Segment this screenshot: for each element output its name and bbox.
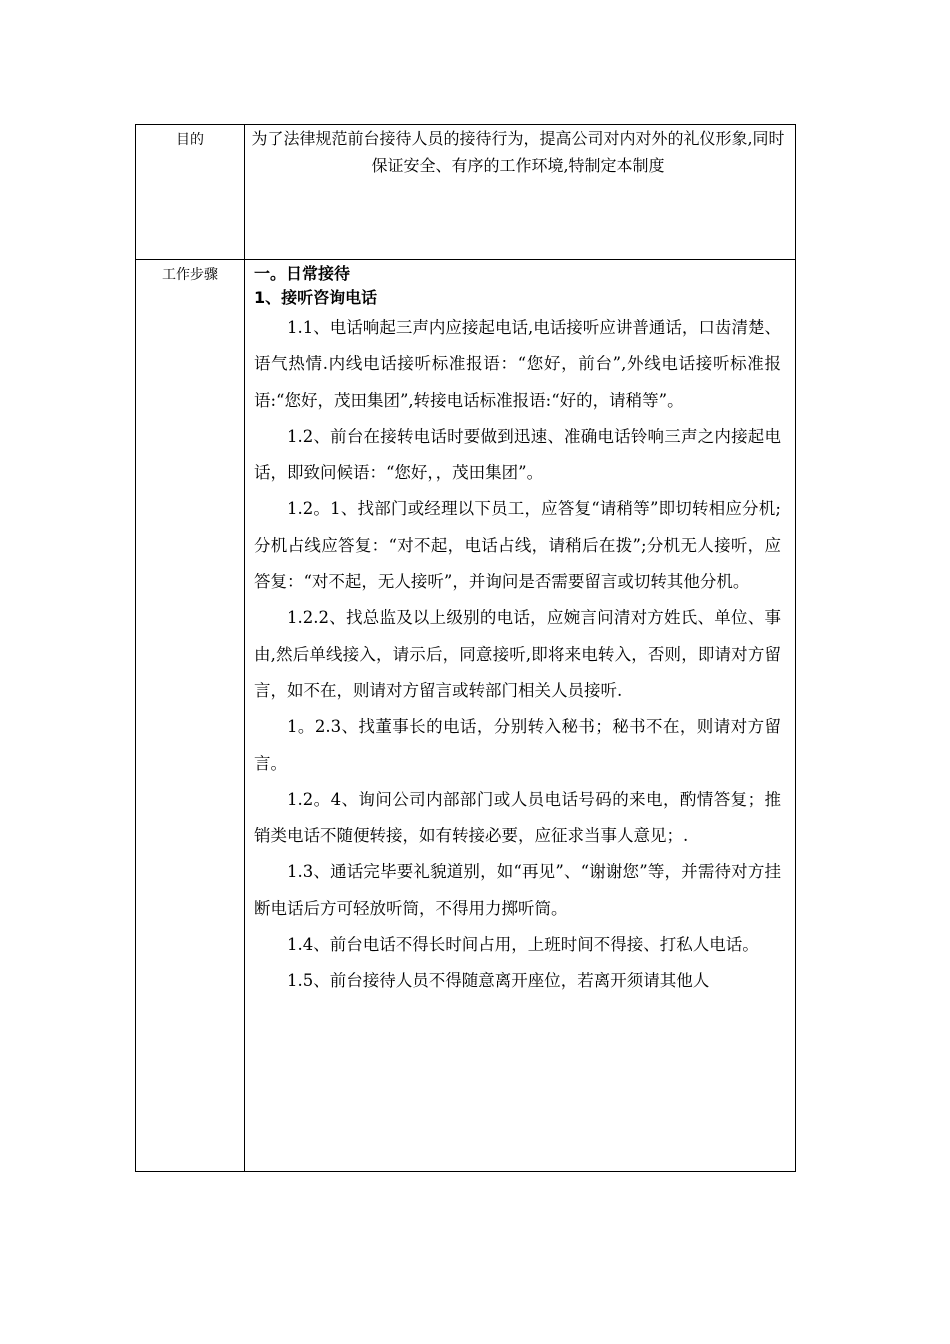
subsection-title: 1、接听咨询电话 [254, 288, 378, 307]
procedure-table [135, 124, 796, 1172]
paragraph: 1.1、电话响起三声内应接起电话,电话接听应讲普通话，口齿清楚、语气热情.内线电话接听标准报语：“您好，前台”,外线电话接听标准报语:“您好，茂田集团”,转接电话标准报语:“好的，请稍等”。 [254, 318, 781, 410]
purpose-label: 目的 [176, 132, 204, 148]
purpose-text: 为了法律规范前台接待人员的接待行为，提高公司对内对外的礼仪形象,同时保证安全、有序的工作环境,特制定本制度 [251, 129, 785, 175]
paragraph: 1.2.2、找总监及以上级别的电话，应婉言问清对方姓氏、单位、事由,然后单线接入，请示后，同意接听,即将来电转入，否则，即请对方留言，如不在，则请对方留言或转部门相关人员接听. [254, 608, 781, 700]
steps-label: 工作步骤 [162, 267, 218, 283]
paragraph: 1.5、前台接待人员不得随意离开座位，若离开须请其他人 [287, 971, 710, 991]
column-divider [244, 260, 245, 1172]
paragraph: 1.4、前台电话不得长时间占用，上班时间不得接、打私人电话。 [287, 935, 759, 955]
paragraph: 1.2、前台在接转电话时要做到迅速、准确电话铃响三声之内接起电话，即致问候语：“您好，，茂田集团”。 [254, 426, 781, 483]
steps-content [254, 262, 781, 1000]
paragraph: 1.3、通话完毕要礼貌道别，如“再见”、“谢谢您”等，并需待对方挂断电话后方可轻放听筒，不得用力掷听筒。 [254, 862, 781, 918]
paragraph: 1。2.3、找董事长的电话，分别转入秘书；秘书不在，则请对方留言。 [254, 717, 781, 773]
section-title: 一。日常接待 [254, 264, 351, 283]
paragraph: 1.2。4、询问公司内部部门或人员电话号码的来电，酌情答复；推销类电话不随便转接，如有转接必要，应征求当事人意见；. [254, 789, 781, 846]
steps-row [136, 260, 795, 1172]
column-divider [244, 125, 245, 259]
paragraph: 1.2。1、找部门或经理以下员工，应答复“请稍等”即切转相应分机;分机占线应答复：“对不起，电话占线，请稍后在拨”;分机无人接听，应答复：“对不起，无人接听”，并询问是否需要留言或切转其他分机。 [254, 499, 781, 592]
purpose-row [136, 125, 795, 260]
